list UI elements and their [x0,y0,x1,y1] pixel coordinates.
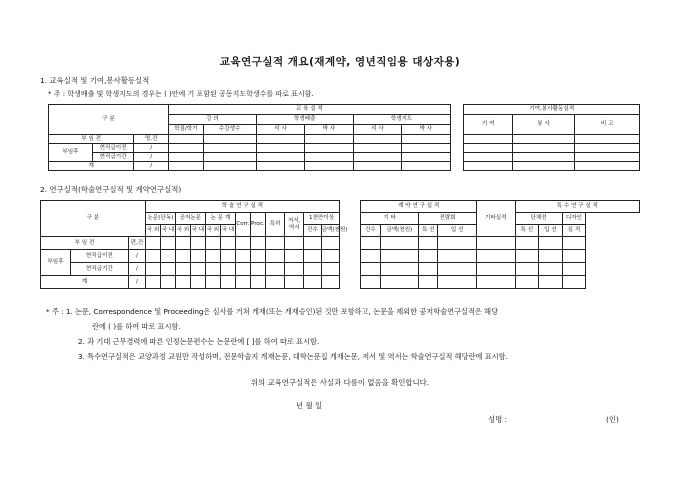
section1-heading: 1. 교육실적 및 기여,봉사활동실적 [40,76,150,85]
confirm-text: 위의 교육연구실적은 사실과 다름이 없음을 확인합니다. [250,378,430,387]
cell[interactable] [169,153,204,162]
row-total: 계 [41,276,129,289]
research-table [40,200,640,289]
adv-doctor-header: 박 사 [402,125,450,135]
cell[interactable] [562,276,586,289]
selected-header: 입 선 [539,225,563,237]
gubun-header: 구 분 [49,105,169,135]
solo-show-header: 단체전 [515,213,562,225]
cell[interactable] [402,135,450,144]
cell[interactable] [438,250,477,263]
cell[interactable] [402,162,450,171]
slash: / [134,153,169,162]
row-current-period: 현직급기간 [92,153,134,162]
note-1a: * 주 : 1. 논문, Correspondence 및 Proceeding은 심사를 거쳐 게재(또는 게재승인)된 것만 포함하고, 논문을 제외한 공저학술연구실적은 해당 [46,307,499,316]
cell[interactable] [321,276,339,289]
cell[interactable] [402,144,450,153]
cell[interactable] [256,162,304,171]
cell[interactable] [220,276,235,289]
cell[interactable] [539,250,563,263]
grad-master-header: 석 사 [256,125,304,135]
cell[interactable] [419,263,438,276]
cell[interactable] [265,276,284,289]
cell[interactable] [175,250,190,263]
perf-header: 실 적 [562,225,586,237]
cell[interactable] [539,276,563,289]
other-header: 기 타 [361,213,419,225]
cell[interactable] [220,237,235,250]
cell[interactable] [512,153,574,162]
cell[interactable] [205,237,220,250]
paper-sole-header: 논문(단독) [145,213,175,225]
cell[interactable] [476,250,515,263]
cell[interactable] [220,263,235,276]
cell[interactable] [175,263,190,276]
row-after-appt: 부임후 [49,144,93,162]
cell[interactable] [145,250,160,263]
cell[interactable] [515,250,539,263]
cell[interactable] [512,144,574,153]
cell[interactable] [145,276,160,289]
cell[interactable] [190,276,205,289]
cell[interactable] [464,144,512,153]
cell[interactable] [380,237,419,250]
cell[interactable] [464,135,512,144]
cell[interactable] [438,263,477,276]
cell[interactable] [304,263,321,276]
adv-master-header: 석 사 [353,125,401,135]
over-10m-header: 1천만이상 [304,213,339,225]
slash: / [134,144,169,153]
cell[interactable] [539,237,563,250]
section2-heading: 2. 연구실적(학술연구실적 및 계약연구실적) [40,185,182,194]
date-line: 년 월 일 [296,401,323,410]
foreign-header: 국 외 [205,225,220,237]
row-after-appt: 부임후 [41,250,71,276]
cell[interactable] [321,263,339,276]
cell[interactable] [438,276,477,289]
gubun-header: 구 분 [41,201,146,237]
cell[interactable] [361,237,380,250]
cell[interactable] [575,144,640,153]
cell[interactable] [321,250,339,263]
remarks-header: 비 고 [575,115,640,135]
slash: / [128,250,145,263]
section1-note: * 주 : 학생배출 및 학생지도의 경우는 ( )안에 기 포함된 공동지도학생수를 따로 표시함. [48,90,314,98]
contract-header: 계 약 연 구 실 적 [361,201,477,213]
exhibition-header: 전람회 [419,213,477,225]
cell[interactable] [145,237,160,250]
cell[interactable] [361,276,380,289]
credits-header: 학점/학기 [169,125,204,135]
domestic-header: 국 내 [220,225,235,237]
cell[interactable] [419,250,438,263]
cell[interactable] [160,276,175,289]
cell[interactable] [285,276,304,289]
cell[interactable] [256,144,304,153]
cell[interactable] [515,276,539,289]
cell[interactable] [169,144,204,153]
cell[interactable] [575,135,640,144]
cell[interactable] [353,144,401,153]
cell[interactable] [304,250,321,263]
cell[interactable] [256,153,304,162]
cell[interactable] [205,263,220,276]
cell[interactable] [305,144,353,153]
cell[interactable] [562,250,586,263]
cell[interactable] [464,162,512,171]
row-total: 계 [49,162,134,171]
selected-header: 입 선 [438,225,477,237]
row-current-before: 현직급이전 [92,144,134,153]
cell[interactable] [515,237,539,250]
cell[interactable] [235,276,250,289]
num-courses-header: 수강생수 [203,125,256,135]
cell[interactable] [438,237,477,250]
slash: / [134,162,169,171]
cell[interactable] [512,135,574,144]
design-header: 디자인 [562,213,586,225]
cell[interactable] [321,237,339,250]
academic-header: 학 술 연 구 실 적 [145,201,339,213]
row-current-period: 현직급기간 [70,263,128,276]
lecture-header: 강 의 [169,115,257,125]
row-before-appt: 부 임 전 [41,237,129,250]
cell[interactable] [175,276,190,289]
row-before-appt: 부 임 전 [49,135,134,144]
cell[interactable] [145,263,160,276]
cell[interactable] [190,237,205,250]
paper-total-header: 논 문 계 [205,213,235,225]
contrib-header: 기여,봉사활동실적 [464,105,640,115]
cell[interactable] [203,135,256,144]
patent-header: 특허 [265,213,284,237]
cell[interactable] [250,237,265,250]
cell[interactable] [285,237,304,250]
cell[interactable] [305,153,353,162]
cell[interactable] [160,237,175,250]
cell[interactable] [265,237,284,250]
cell[interactable] [203,162,256,171]
cell[interactable] [160,263,175,276]
note-1b: 란에 ( )를 하여 따로 표시함. [92,322,181,331]
slash: / [128,276,145,289]
amount-header: 금액(천원) [321,225,339,237]
special-header: 특 수 연 구 실 적 [515,201,639,213]
cell[interactable] [235,263,250,276]
cell[interactable] [353,135,401,144]
cell[interactable] [575,153,640,162]
cell[interactable] [464,153,512,162]
cell[interactable] [419,237,438,250]
domestic-header: 국 내 [190,225,205,237]
count-header: 건수 [304,225,321,237]
cell[interactable] [305,162,353,171]
cell[interactable] [361,250,380,263]
cell[interactable] [353,153,401,162]
special-sel-header: 특 선 [515,225,539,237]
cell[interactable] [380,276,419,289]
cell[interactable] [256,135,304,144]
cell[interactable] [285,250,304,263]
cell[interactable] [250,276,265,289]
cell[interactable] [304,237,321,250]
corr-header: Corr. [235,213,250,237]
proc-header: Proc. [250,213,265,237]
edu-contrib-table [48,104,640,171]
note-2: 2. 과 기대 근무경력에 따른 인정논문편수는 논문란에 [ ]를 하여 따로 표시함. [78,337,320,346]
cell[interactable] [380,263,419,276]
cell[interactable] [353,162,401,171]
unit-label: 명,건 [134,135,169,144]
cell[interactable] [203,144,256,153]
service-header: 봉 사 [512,115,574,135]
other-perf-header: 기타실적 [476,201,515,237]
cell[interactable] [250,263,265,276]
cell[interactable] [265,250,284,263]
cell[interactable] [235,237,250,250]
amount-header: 금액(천원) [380,225,419,237]
row-current-before: 현직급이전 [70,250,128,263]
cell[interactable] [476,237,515,250]
cell[interactable] [402,153,450,162]
note-3: 3. 특수연구실적은 교양과정 교원만 작성하며, 전문학술지 게재논문, 대학논문집 게재논문, 저서 및 역서는 학술연구실적 해당란에 표시함. [78,352,508,361]
cell[interactable] [539,263,563,276]
books-header: 저서, 역서 [285,213,304,237]
form-title: 교육연구실적 개요(재계약, 영년직임용 대상자용) [219,56,461,68]
foreign-header: 국 외 [175,225,190,237]
cell[interactable] [476,276,515,289]
graduates-header: 학생배출 [256,115,353,125]
cell[interactable] [203,153,256,162]
foreign-header: 국 외 [145,225,160,237]
cell[interactable] [160,250,175,263]
cell[interactable] [285,263,304,276]
cell[interactable] [476,263,515,276]
cell[interactable] [419,276,438,289]
advising-header: 학생지도 [353,115,450,125]
cell[interactable] [512,162,574,171]
contribution-header: 기 여 [464,115,512,135]
cell[interactable] [265,263,284,276]
cell[interactable] [562,237,586,250]
cell[interactable] [304,276,321,289]
cell[interactable] [205,250,220,263]
cell[interactable] [575,162,640,171]
cell[interactable] [169,135,204,144]
domestic-header: 국 내 [160,225,175,237]
cell[interactable] [190,250,205,263]
cell[interactable] [250,250,265,263]
cell[interactable] [380,250,419,263]
cell[interactable] [220,250,235,263]
cell[interactable] [515,263,539,276]
signature-label: 성명 : [488,415,508,424]
special-sel-header: 특 선 [419,225,438,237]
cell[interactable] [175,237,190,250]
unit-label: 편,건 [128,237,145,250]
cell[interactable] [235,250,250,263]
grad-doctor-header: 박 사 [305,125,353,135]
paper-joint-header: 공저논문 [175,213,205,225]
edu-header: 교 육 실 적 [169,105,451,115]
cell[interactable] [562,263,586,276]
cell[interactable] [169,162,204,171]
count-header: 건수 [361,225,380,237]
cell[interactable] [361,263,380,276]
cell[interactable] [205,276,220,289]
seal-mark: (인) [606,415,619,424]
slash: / [128,263,145,276]
cell[interactable] [305,135,353,144]
cell[interactable] [190,263,205,276]
